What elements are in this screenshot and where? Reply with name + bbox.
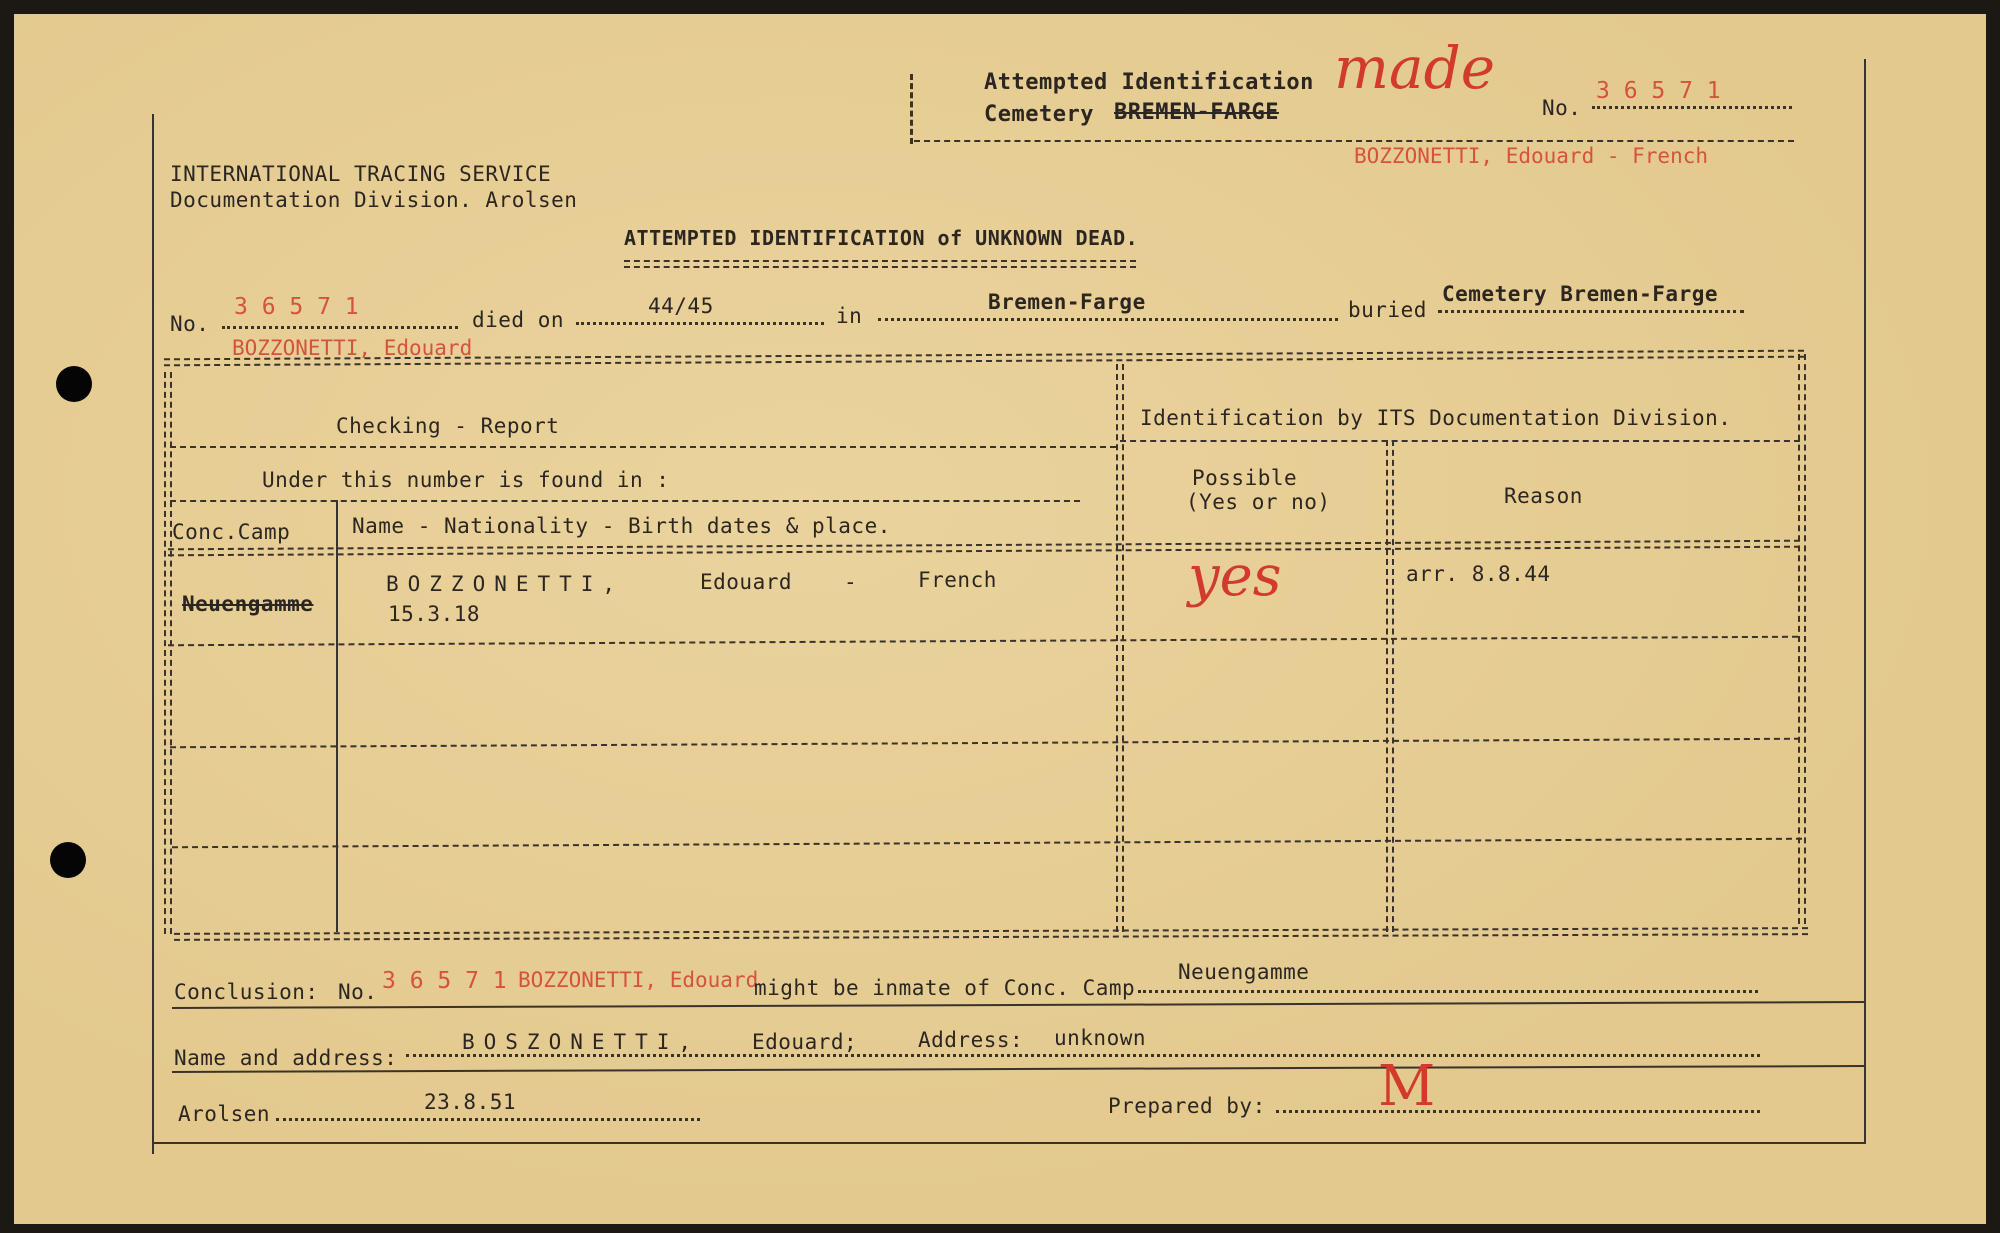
punch-hole-bottom [50,842,86,878]
record-no-dots [222,326,458,329]
conclusion-rule [172,1001,1864,1009]
in-dots [878,318,1338,321]
row-surname: BOZZONETTI, [386,572,625,596]
prepared-by-dots [1276,1110,1760,1113]
row-camp: Neuengamme [182,592,314,616]
top-number-value: 3 6 5 7 1 [1596,78,1721,104]
row-divider-2 [170,738,1800,749]
top-name: BOZZONETTI, Edouard - French [1354,144,1709,168]
conclusion-dots [1138,990,1758,993]
stamp-bracket [910,74,913,144]
found-in-underline [170,500,1080,502]
conclusion-no-label: No. [338,980,378,1004]
in-value: Bremen-Farge [988,290,1146,314]
org-line-1: INTERNATIONAL TRACING SERVICE [170,162,552,186]
address-value: unknown [1054,1026,1147,1050]
header-bottom-border [168,540,1800,557]
buried-dots [1438,310,1744,313]
left-margin-line [152,114,154,1154]
row-divider-1 [168,636,1798,647]
table-bottom-border [174,927,1808,941]
table-left-border [164,372,172,934]
stamp-line-1: Attempted Identification [984,70,1314,95]
row-nationality: French [918,568,997,592]
conclusion-camp: Neuengamme [1178,960,1310,984]
row-divider-3 [172,838,1802,849]
footer-date-dots [276,1118,700,1121]
record-no-value: 3 6 5 7 1 [234,294,359,320]
buried-label: buried [1348,298,1427,322]
died-dots [576,322,824,325]
possible-header-2: (Yes or no) [1186,490,1331,514]
table-mid-divider [1116,364,1124,932]
prepared-by-label: Prepared by: [1108,1094,1266,1118]
name-address-firstname: Edouard; [752,1030,858,1054]
form-title: ATTEMPTED IDENTIFICATION of UNKNOWN DEAD. [624,226,1139,250]
right-margin-line [1864,59,1866,1144]
name-address-dots [406,1054,1760,1057]
row-possible: yes [1188,544,1282,609]
row-reason: arr. 8.8.44 [1406,562,1551,586]
footer-date: 23.8.51 [424,1090,517,1114]
org-line-2: Documentation Division. Arolsen [170,188,578,212]
footer-place-label: Arolsen [178,1102,271,1126]
title-underline [624,260,1136,268]
header-divider-left [170,446,1116,448]
possible-header-1: Possible [1192,466,1298,490]
checking-report-header: Checking - Report [336,414,560,438]
conclusion-text: might be inmate of Conc. Camp [754,976,1136,1000]
stamp-underline [914,140,1794,142]
buried-value: Cemetery Bremen-Farge [1442,282,1719,306]
table-camp-divider [336,500,338,932]
found-in-label: Under this number is found in : [262,468,670,492]
header-divider-right [1120,440,1800,442]
punch-hole-top [56,366,92,402]
name-address-name: BOSZONETTI, [462,1030,701,1054]
row-firstname: Edouard [700,570,793,594]
stamp-line-2-place: BREMEN-FARGE [1114,100,1279,125]
died-label: died on [472,308,565,332]
in-label: in [836,304,863,328]
bottom-margin-line [152,1142,1864,1144]
top-number-label: No. [1542,96,1582,120]
stamp-line-2-prefix: Cemetery [984,102,1094,127]
row-birth: 15.3.18 [388,602,481,626]
row-dash: - [844,570,858,594]
top-number-dots [1592,106,1792,109]
prepared-by-initials: M [1378,1054,1436,1119]
record-no-label: No. [170,312,210,336]
record-name-under: BOZZONETTI, Edouard [232,336,473,360]
address-label: Address: [918,1028,1024,1052]
conclusion-no-value: 3 6 5 7 1 [382,968,507,994]
reason-header: Reason [1504,484,1583,508]
tracing-card [14,14,1986,1224]
conclusion-label: Conclusion: [174,980,319,1004]
name-address-label: Name and address: [174,1046,398,1070]
identification-header: Identification by ITS Documentation Division. [1140,406,1732,430]
details-column-header: Name - Nationality - Birth dates & place. [352,514,891,538]
table-reason-divider [1386,440,1394,932]
died-value: 44/45 [648,294,714,318]
name-address-rule [172,1065,1864,1073]
conclusion-name: BOZZONETTI, Edouard [518,968,759,992]
camp-column-header: Conc.Camp [172,520,291,544]
stamp-handwritten-note: made [1334,34,1496,102]
